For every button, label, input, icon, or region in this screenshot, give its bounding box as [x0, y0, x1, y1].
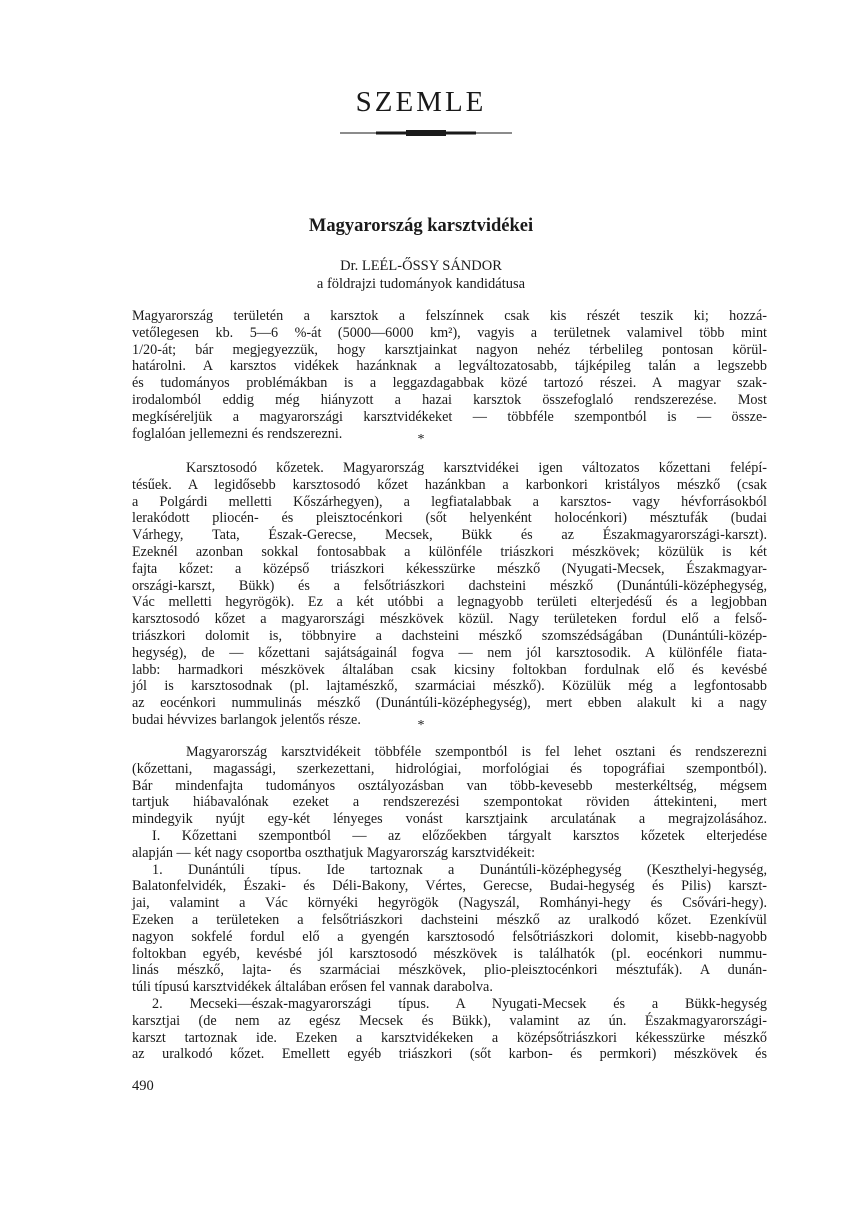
text-line: hegység), de — kőzettani sajátságainál fogva — nem jól karsztosodik. A különféle fiata- — [132, 644, 767, 661]
text-line: (kőzettani, magassági, szerkezettani, hidrológiai, morfológiai és topográfiai szempontból). — [132, 760, 767, 777]
text-line: tésűek. A legidősebb karsztosodó kőzet hazánkban a karbonkori kristályos mészkő (csak — [132, 476, 767, 493]
text-line: foglalóan jellemezni és rendszerezni. — [132, 425, 343, 442]
text-line: 1/20-át; bár megjegyezzük, hogy karsztjainkat nagyon nehéz térbelileg pontosan körül- — [132, 341, 767, 358]
text-line: karsztjai (de nem az egész Mecsek és Bükk), valamint az ún. Északmagyarországi- — [132, 1012, 767, 1029]
text-line: Bár mindenfajta tudományos osztályozásban van több-kevesebb mesterkéltség, mégsem — [132, 777, 767, 794]
page-number: 490 — [132, 1078, 154, 1094]
text-line: határolni. A karsztos vidékek hazánknak a legváltozatosabb, tájképileg talán a legszebb — [132, 358, 767, 375]
text-line: Karsztosodó kőzetek. Magyarország karsztvidékei igen változatos kőzettani felépí- — [186, 460, 767, 476]
article-title: Magyarország karsztvidékei — [308, 216, 534, 236]
separator-asterisk: * — [417, 432, 425, 447]
text-line: 2. Mecseki—észak-magyarországi típus. A Nyugati-Mecsek és a Bükk-hegység — [152, 995, 767, 1012]
text-line: triászkori dolomit is, többnyire a dachsteini mészkő szomszédságában (Dunántúli-közép- — [132, 627, 767, 644]
text-line: nagyon sokfelé fordul elő a gyengén karsztosodó felsőtriászkori dolomit, kisebb-nagyobb — [132, 928, 767, 945]
classification-paragraph — [132, 744, 767, 1063]
text-line: az eocénkori nummulinás mészkő (Dunántúli-középhegység), mert ebben alakult ki a nagy — [132, 695, 767, 712]
text-line: jai, valamint a Vác környéki hegyrögök (Nagyszál, Romhányi-hegy és Csővári-hegy). — [132, 895, 767, 912]
text-line: és tudományos problémákban is a leggazdagabbak közé tartozó részei. A magyar szak- — [132, 375, 767, 392]
text-line: irodalomból eddig még hiányzott a hazai karsztok összefoglaló rendszerezése. Most — [132, 391, 767, 408]
text-line: Várhegy, Tata, Észak-Gerecse, Mecsek, Bükk és az Északmagyarországi-karszt). — [132, 527, 767, 544]
text-line: Ezeknél azonban sokkal fontosabbak a különféle triászkori mészkövek; közülük is két — [132, 543, 767, 560]
text-line: tartjuk hiábavalónak ezeket a rendszerezési szempontokat röviden áttekinteni, mert — [132, 794, 767, 811]
text-line: országi-karszt, Bükk) és a felsőtriászkori dachsteini mészkő (Dunántúli-középhegység, — [132, 577, 767, 594]
text-line: vetőlegesen kb. 5—6 %-át (5000—6000 km²), vagyis a területnek valamivel több mint — [132, 324, 767, 341]
text-line: Ezeken a területeken a felsőtriászkori dachsteini mészkő az uralkodó kőzet. Ezenkívül — [132, 911, 767, 928]
text-line: alapján — két nagy csoportba oszthatjuk Magyarország karsztvidékeit: — [132, 844, 536, 861]
intro-paragraph — [132, 308, 767, 442]
text-line: megkíséreljük a magyarországi karsztvidékeket — többféle szempontból is — össze- — [132, 408, 767, 425]
text-line: lerakódott pliocén- és pleisztocénkori (sőt helyenként holocénkori) mésztufák (budai — [132, 510, 767, 527]
text-line: I. Kőzettani szempontból — az előzőekben tárgyalt karsztos kőzetek elterjedése — [152, 827, 767, 844]
text-line: labb: harmadkori mészkövek általában csak kicsiny foltokban fordulnak elő és kevésbé — [132, 661, 767, 678]
text-line: fajta kőzet: a középső triászkori kékesszürke mészkő (Nyugati-Mecsek, Északmagyar- — [132, 560, 767, 577]
author-name: Dr. LEÉL-ŐSSY SÁNDOR — [340, 258, 502, 274]
text-line: karszt tartoznak ide. Ezeken a karsztvidékeken a középsőtriászkori kékesszürke mészkő — [132, 1029, 767, 1046]
text-line: a Polgárdi melletti Kőszárhegyen), a legfiatalabbak a karsztos- vagy hévforrásokból — [132, 493, 767, 510]
ornament-divider — [340, 130, 512, 136]
text-line: túli típusú karsztvidékek általában erősen fel vannak darabolva. — [132, 979, 493, 996]
section-title: SZEMLE — [355, 86, 487, 118]
text-line: karsztosodó kőzet a magyarországi mészkövek közül. Nagy területeken fordul elő a felső- — [132, 611, 767, 628]
text-line: Magyarország területén a karsztok a felszínnek csak kis részét teszik ki; hozzá- — [132, 308, 767, 324]
text-line: jól is karsztosodnak (pl. lajtamészkő, szarmáciai mészkő). Közülük még a legfontosabb — [132, 678, 767, 695]
text-line: linás mészkő, lajta- és szarmáciai mészkövek, plio-pleisztocénkori mésztufák). A dunán- — [132, 962, 767, 979]
text-line: mindegyik nyújt egy-két lényeges vonást karsztjaink arculatának a megrajzolásához. — [132, 811, 767, 828]
text-line: Magyarország karsztvidékeit többféle szempontból is fel lehet osztani és rendszerezni — [186, 744, 767, 760]
text-line: foltokban egyéb, kevésbé jól karsztosodó mészkövek is találhatók (pl. eocénkori nummu- — [132, 945, 767, 962]
rocks-paragraph — [132, 460, 767, 729]
text-line: Vác melletti hegyrögök). Ez a két utóbbi a legnagyobb területi elterjedésű és a legjobban — [132, 594, 767, 611]
author-title: a földrajzi tudományok kandidátusa — [316, 276, 526, 292]
text-line: budai hévvizes barlangok jelentős része. — [132, 711, 361, 728]
text-line: 1. Dunántúli típus. Ide tartoznak a Dunántúli-középhegység (Keszthelyi-hegység, — [152, 861, 767, 878]
text-line: az uralkodó kőzet. Emellett egyéb triászkori (sőt karbon- és permkori) mészkövek és — [132, 1046, 767, 1063]
separator-asterisk: * — [417, 718, 425, 733]
text-line: Balatonfelvidék, Északi- és Déli-Bakony, Vértes, Gerecse, Budai-hegység és Pilis) karszt- — [132, 878, 767, 895]
